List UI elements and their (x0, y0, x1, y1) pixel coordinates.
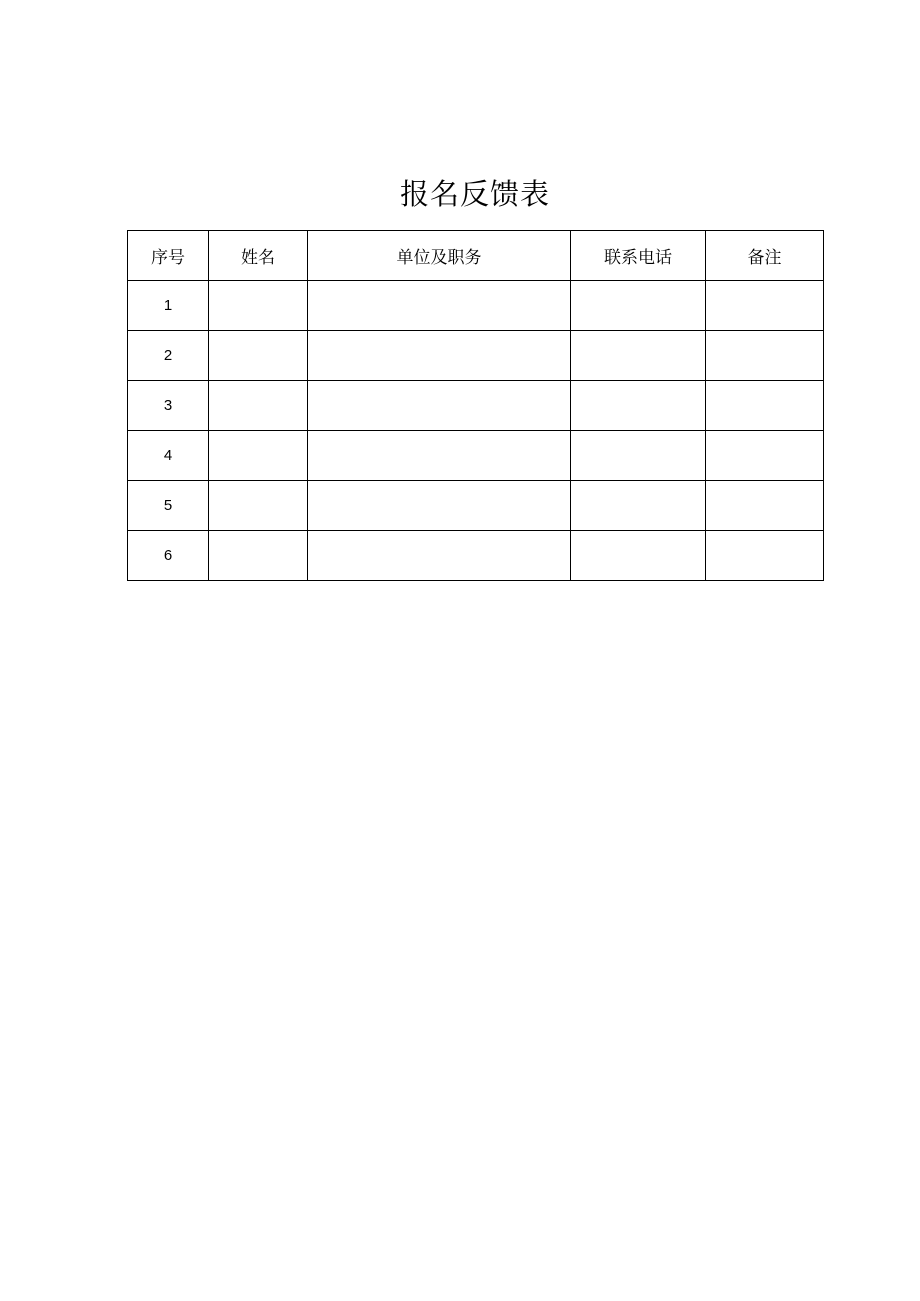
table-row (128, 331, 824, 381)
header-remarks: 备注 (706, 231, 824, 281)
cell-phone (571, 481, 706, 531)
cell-name (209, 531, 308, 581)
cell-name (209, 481, 308, 531)
table-row (128, 481, 824, 531)
table-header-row (128, 231, 824, 281)
cell-remarks (706, 431, 824, 481)
cell-phone (571, 531, 706, 581)
header-index: 序号 (128, 231, 209, 281)
cell-remarks (706, 281, 824, 331)
page-title: 报名反馈表 (399, 177, 550, 211)
table-row (128, 381, 824, 431)
cell-name (209, 431, 308, 481)
cell-index: 5 (128, 481, 209, 531)
header-unit-position: 单位及职务 (308, 231, 571, 281)
cell-remarks (706, 481, 824, 531)
cell-remarks (706, 531, 824, 581)
header-phone: 联系电话 (571, 231, 706, 281)
cell-index: 3 (128, 381, 209, 431)
cell-name (209, 381, 308, 431)
cell-unit-position (308, 531, 571, 581)
cell-unit-position (308, 481, 571, 531)
table-row (128, 281, 824, 331)
cell-name (209, 281, 308, 331)
cell-index: 1 (128, 281, 209, 331)
table-row (128, 531, 824, 581)
cell-remarks (706, 331, 824, 381)
cell-index: 4 (128, 431, 209, 481)
cell-unit-position (308, 381, 571, 431)
header-name: 姓名 (209, 231, 308, 281)
cell-name (209, 331, 308, 381)
cell-unit-position (308, 331, 571, 381)
cell-remarks (706, 381, 824, 431)
cell-index: 6 (128, 531, 209, 581)
cell-phone (571, 281, 706, 331)
registration-table (127, 230, 824, 581)
cell-unit-position (308, 431, 571, 481)
cell-phone (571, 381, 706, 431)
cell-index: 2 (128, 331, 209, 381)
table-row (128, 431, 824, 481)
cell-unit-position (308, 281, 571, 331)
cell-phone (571, 431, 706, 481)
cell-phone (571, 331, 706, 381)
